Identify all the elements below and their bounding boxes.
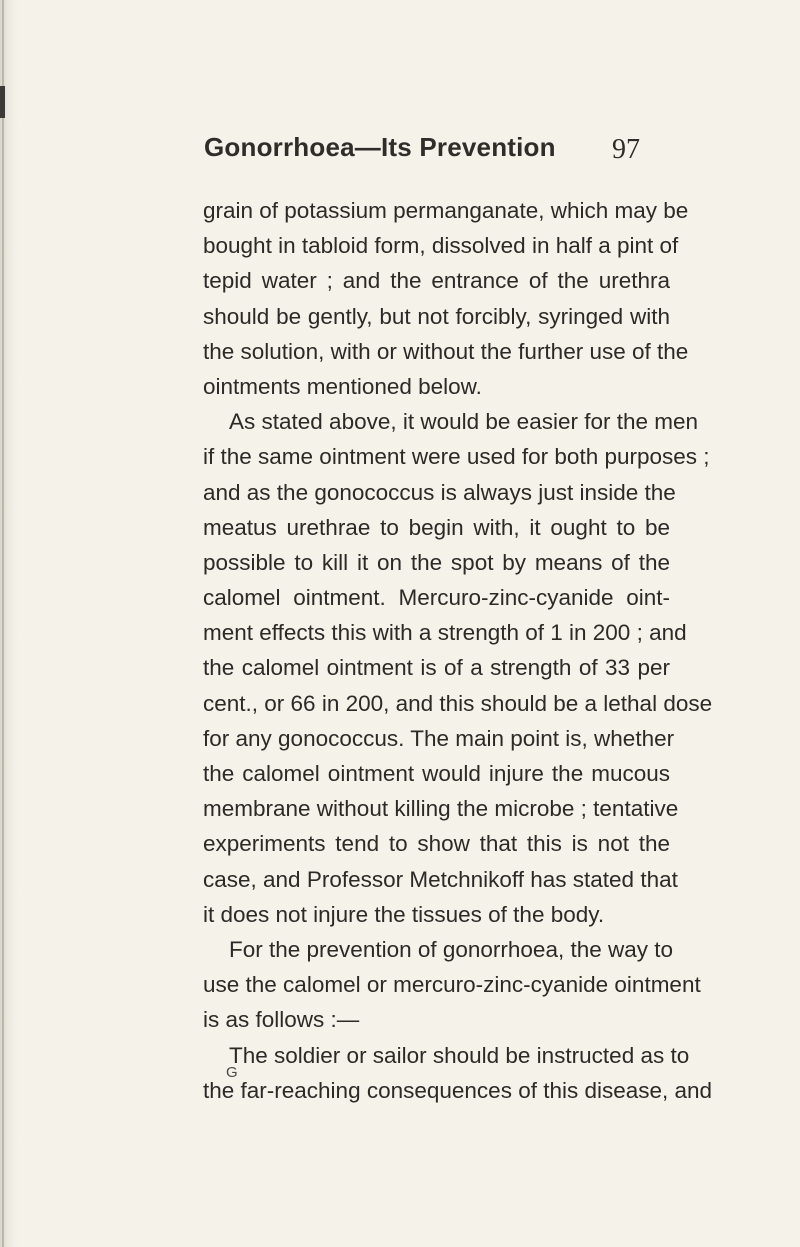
text-line: and as the gonococcus is always just inside the [203, 479, 676, 505]
text-line: the far-reaching consequences of this disease, and [203, 1077, 713, 1103]
text-line: the calomel ointment would injure the mucous [203, 761, 670, 786]
text-line: cent., or 66 in 200, and this should be a lethal dose [203, 690, 713, 716]
text-line: possible to kill it on the spot by means of the [203, 549, 670, 575]
text-line: is as follows :— [203, 1007, 360, 1033]
text-line: meatus urethrae to begin with, it ought to be [203, 514, 670, 540]
paragraph-start-line: The soldier or sailor should be instructed as to [229, 1042, 690, 1068]
text-line: tepid water ; and the entrance of the urethra [203, 268, 670, 294]
paragraph-start-line: For the prevention of gonorrhoea, the way to [229, 936, 674, 962]
paragraph-start-line: As stated above, it would be easier for the men [229, 409, 699, 435]
text-line: calomel ointment. Mercuro-zinc-cyanide oint- [203, 585, 670, 611]
page-header [180, 132, 670, 172]
text-line: the calomel ointment is of a strength of 33 per [203, 655, 670, 681]
text-line: for any gonococcus. The main point is, whether [203, 725, 675, 751]
text-line: ointments mentioned below. [203, 373, 482, 399]
running-head: Gonorrhoea—Its Prevention [204, 132, 556, 162]
binding-edge-line [2, 0, 4, 1247]
text-line: it does not injure the tissues of the body. [203, 901, 605, 927]
page-number: 97 [612, 134, 640, 165]
text-line: experiments tend to show that this is not the [203, 831, 670, 857]
binding-edge-mark [0, 86, 5, 118]
text-line: grain of potassium permanganate, which may be [203, 198, 689, 223]
text-line: should be gently, but not forcibly, syringed with [203, 303, 670, 329]
body-text [203, 193, 713, 1108]
text-line: if the same ointment were used for both purposes ; [203, 444, 710, 470]
text-line: bought in tabloid form, dissolved in half a pint of [203, 233, 679, 259]
page-gutter-shadow [0, 0, 18, 1247]
text-line: use the calomel or mercuro-zinc-cyanide ointment [203, 972, 701, 998]
text-line: ment effects this with a strength of 1 in 200 ; and [203, 620, 687, 646]
text-line: the solution, with or without the further use of the [203, 338, 689, 364]
signature-mark: G [226, 1064, 238, 1081]
text-line: case, and Professor Metchnikoff has stated that [203, 866, 678, 892]
text-line: membrane without killing the microbe ; tentative [203, 796, 679, 822]
